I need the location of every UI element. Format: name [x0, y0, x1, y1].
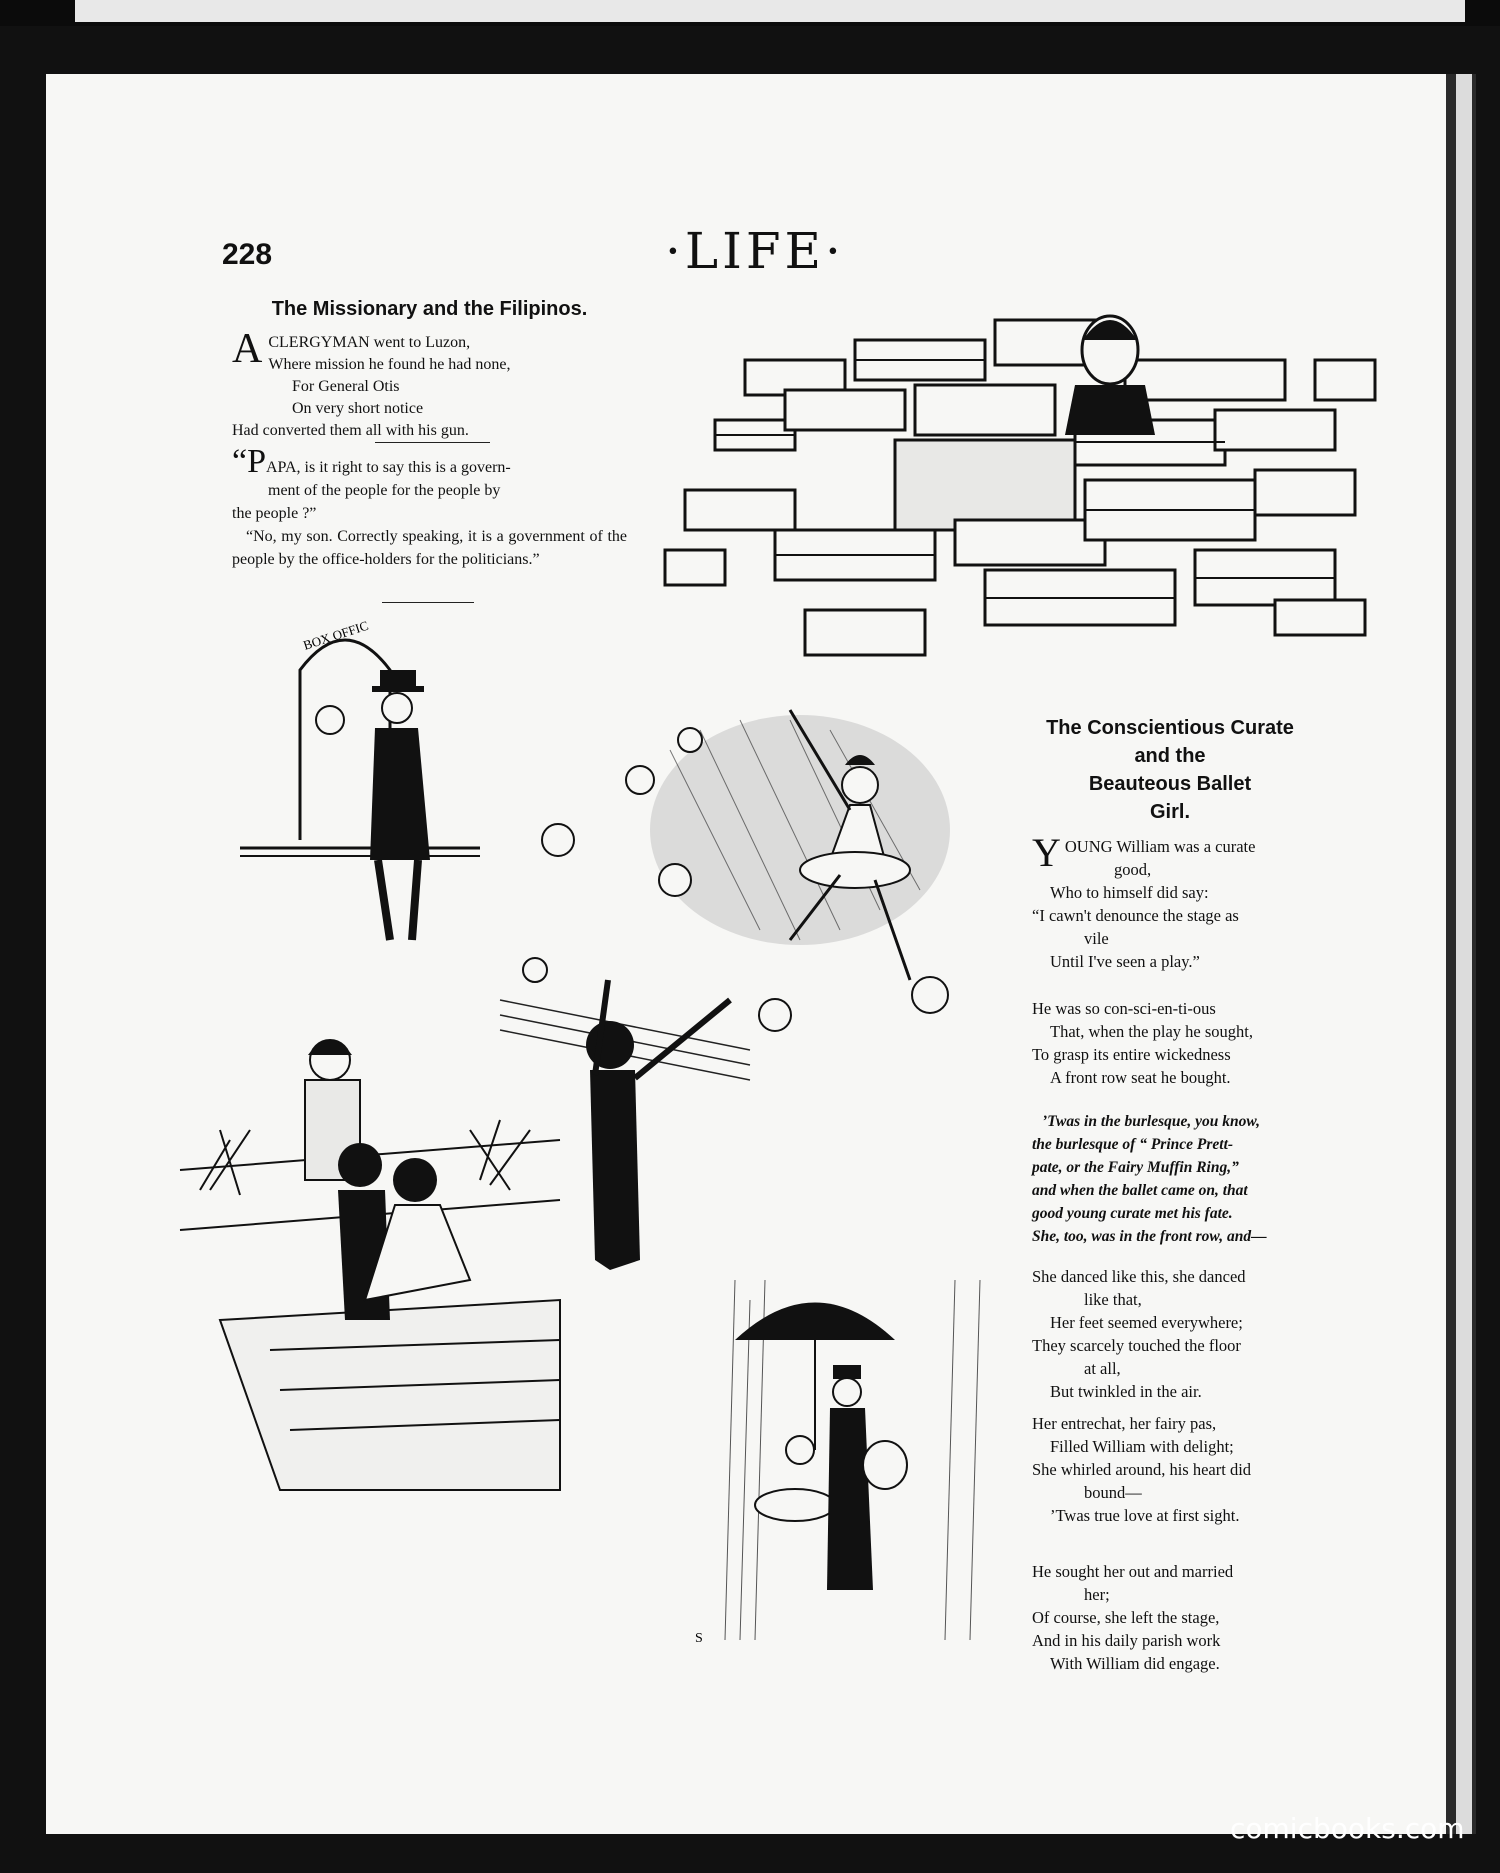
umbrella-couple-illustration — [695, 1280, 995, 1650]
divider — [375, 442, 490, 443]
missionary-title: The Missionary and the Filipinos. — [271, 298, 588, 320]
curate-stanza-3: She danced like this, she danced like that, Her feet seemed everywhere; They scarcely touched the floor at all, But twinkled in the air. — [1032, 1267, 1246, 1401]
box-office-sign: BOX OFFIC — [301, 617, 371, 653]
curate-stanza-1: Y OUNG William was a curate good, Who to himself did say: “I cawn't denounce the stage as vile Until I've seen a play.” — [1032, 830, 1256, 971]
box-office-illustration — [240, 610, 480, 960]
scan-top-border — [0, 0, 1500, 26]
poem-line: CLERGYMAN went to Luzon, — [268, 334, 471, 351]
divider — [382, 602, 474, 603]
books-pile-illustration — [655, 300, 1395, 670]
masthead-life: ·LIFE· — [665, 222, 845, 280]
poem-line: For General Otis — [292, 378, 400, 395]
dropcap-a: A — [232, 326, 263, 372]
curate-title: The Conscientious Curate and the Beauteous Ballet Girl. — [1046, 717, 1294, 823]
story-line: the people ?” — [232, 505, 317, 522]
dropcap-y: Y — [1032, 830, 1061, 875]
previous-page-edge — [75, 0, 1465, 22]
story-line: APA, is it right to say this is a govern- — [266, 459, 511, 476]
papa-anecdote — [232, 443, 627, 571]
curate-stanza-2: He was so con-sci-en-ti-ous That, when the play he sought, To grasp its entire wickedness A front row seat he bought. — [1032, 999, 1253, 1087]
dropcap-p: “P — [232, 443, 266, 480]
poem-line: Where mission he found he had none, — [268, 356, 511, 373]
curate-prose: ’Twas in the burlesque, you know, the burlesque of “ Prince Prett- pate, or the Fairy Muffin Ring,” and when the ballet came on, that good young curate met his fate. She, too, was in the front row, and— — [1032, 1113, 1267, 1245]
missionary-poem — [232, 326, 632, 442]
page-number: 228 — [222, 238, 273, 271]
stage-mark: S — [695, 1631, 703, 1646]
page-binding-edge — [1446, 74, 1476, 1834]
story-line: ment of the people for the people by — [268, 482, 501, 499]
curate-stanza-5: He sought her out and married her; Of course, she left the stage, And in his daily parish work With William did engage. — [1032, 1562, 1234, 1673]
reply-text: “No, my son. Correctly speaking, it is a government of the people by the office-holders for the politicians.” — [232, 528, 627, 568]
poem-line: On very short notice — [292, 400, 424, 417]
curate-stanza-4: Her entrechat, her fairy pas, Filled William with delight; She whirled around, his heart did bound— ’Twas true love at first sight. — [1032, 1414, 1252, 1525]
couple-on-steps-illustration — [180, 1020, 560, 1490]
site-watermark: comicbooks.com — [1230, 1812, 1465, 1845]
poem-line: Had converted them all with his gun. — [232, 422, 469, 439]
